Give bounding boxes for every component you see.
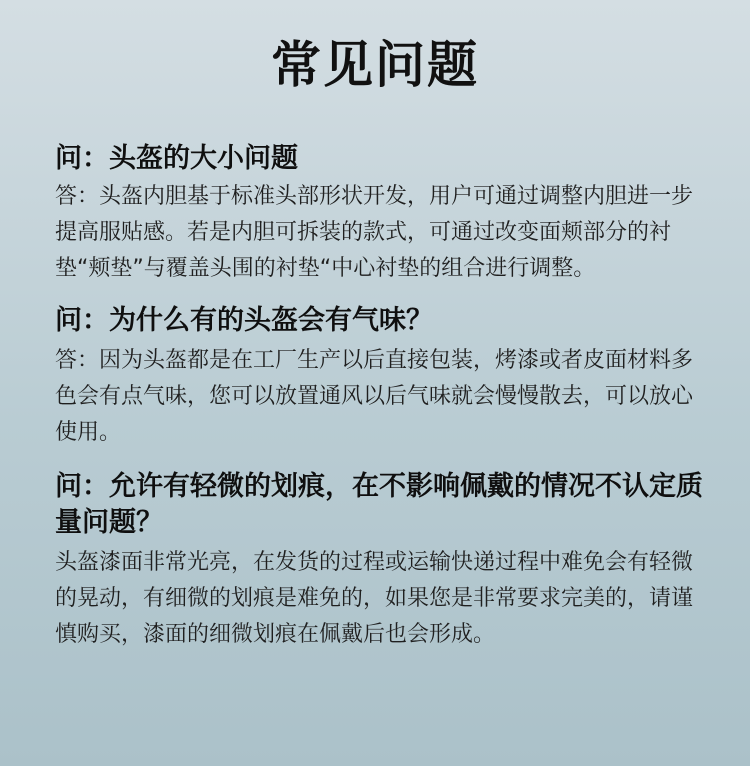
faq-answer: 头盔漆面非常光亮，在发货的过程或运输快递过程中难免会有轻微的晃动，有细微的划痕是难免的，如果您是非常要求完美的，请谨慎购买，漆面的细微划痕在佩戴后也会形成。	[55, 550, 694, 647]
faq-answer: 答：头盔内胆基于标准头部形状开发，用户可通过调整内胆进一步提高服贴感。若是内胆可拆装的款式，可通过改变面颊部分的衬垫“颊垫”与覆盖头围的衬垫“中心衬垫的组合进行调整。	[55, 184, 694, 281]
faq-item	[55, 141, 705, 287]
faq-question: 问：为什么有的头盔会有气味？	[55, 305, 433, 336]
page-title: 常见问题	[271, 36, 479, 94]
faq-item	[55, 303, 705, 451]
faq-list	[55, 141, 705, 653]
faq-answer: 答：因为头盔都是在工厂生产以后直接包装，烤漆或者皮面材料多色会有点气味，您可以放置通风以后气味就会慢慢散去，可以放心使用。	[55, 348, 694, 445]
faq-question: 问：头盔的大小问题	[55, 143, 298, 174]
faq-item	[55, 469, 705, 653]
faq-question: 问：允许有轻微的划痕，在不影响佩戴的情况不认定质量问题？	[55, 471, 703, 538]
